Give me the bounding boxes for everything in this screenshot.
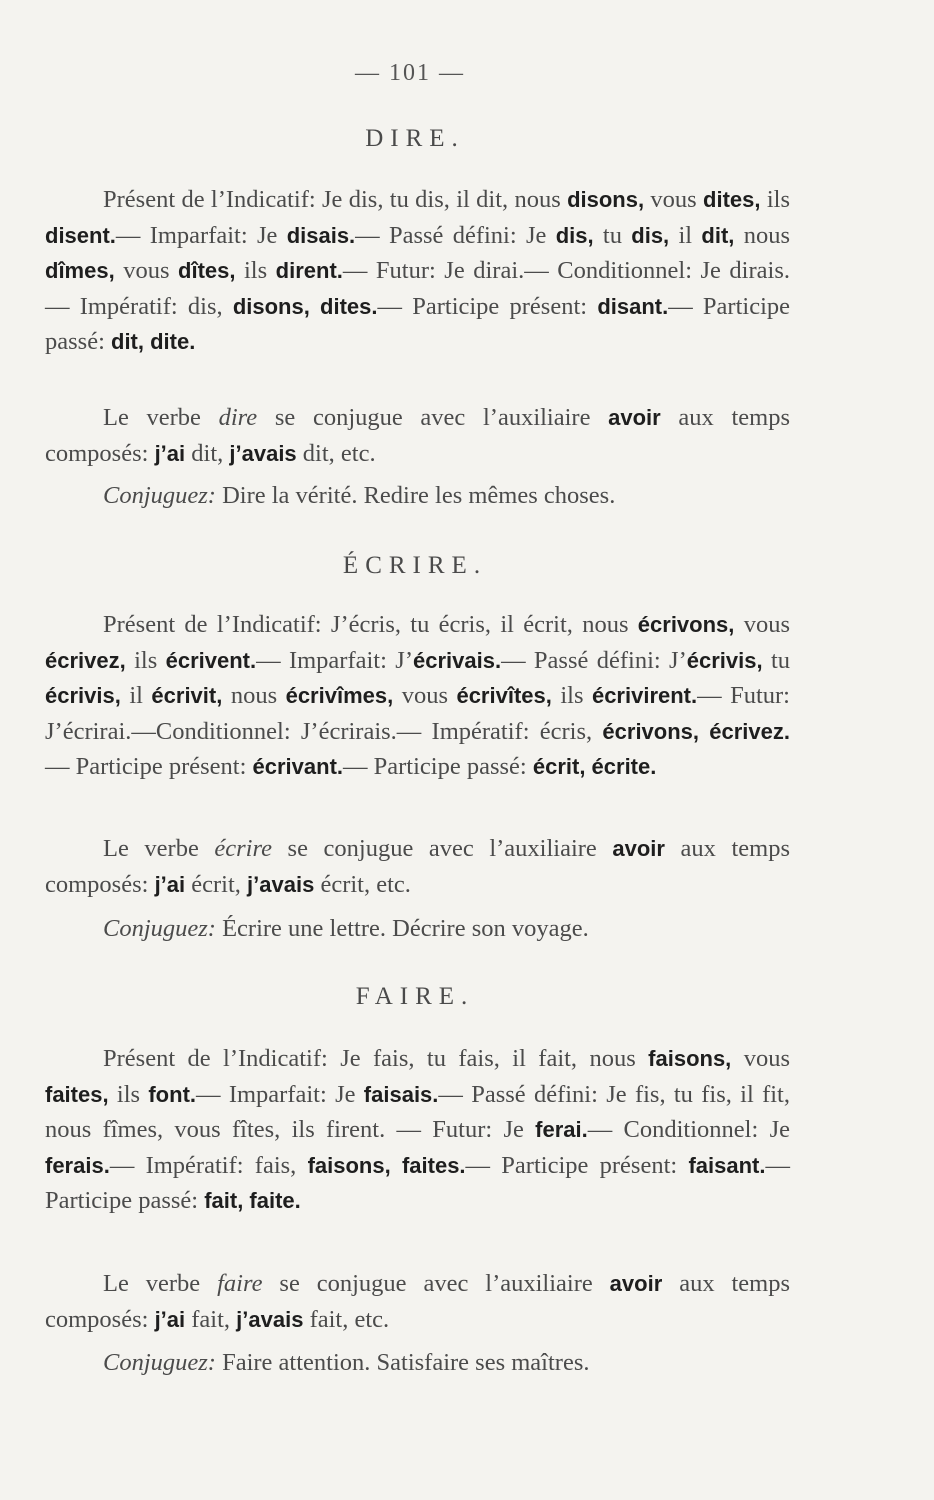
bold-verb-form: écrivent. (165, 647, 257, 673)
text-run: dit, etc. (296, 439, 376, 467)
bold-verb-form: faisais. (363, 1081, 439, 1107)
bold-verb-form: écrivez, (45, 647, 126, 673)
exercise-dire (45, 478, 805, 513)
bold-verb-form: disant. (597, 293, 669, 319)
text-run: — Participe présent: (377, 292, 598, 320)
text-run: Le verbe (103, 1270, 218, 1297)
text-run: — Conditionnel: Je (587, 1116, 790, 1143)
section-title-dire: DIRE. (365, 125, 465, 152)
bold-verb-form: faisons, (648, 1046, 732, 1071)
bold-verb-form: écrivant. (252, 754, 344, 779)
bold-verb-form: écrivons, écrivez. (602, 718, 790, 744)
text-run: Présent de l’Indicatif: Je fais, tu fais, il fait, nous (103, 1045, 649, 1072)
text-run: vous (114, 257, 179, 284)
text-run: — Participe passé: (343, 753, 533, 780)
bold-verb-form: j’avais (236, 1306, 304, 1332)
bold-verb-form: j’avais (229, 440, 297, 466)
text-run: — Passé défini: Je fis, tu fis, il fit, nous fîmes, vous fîtes, ils firent. — Futur: Je (45, 1080, 790, 1143)
bold-verb-form: dites, (703, 187, 761, 212)
bold-verb-form: faisant. (688, 1152, 766, 1178)
bold-verb-form: écrivais. (412, 647, 502, 673)
bold-verb-form: avoir (608, 405, 661, 430)
text-run: écrit, etc. (314, 870, 411, 898)
text-run: dit, (185, 439, 230, 467)
text-run: — Participe présent: (465, 1151, 689, 1179)
text-run: — Imparfait: Je (115, 221, 287, 249)
section-title-ecrire: ÉCRIRE. (342, 552, 488, 579)
bold-verb-form: écrit, écrite. (532, 754, 657, 779)
bold-verb-form: j’ai (154, 440, 186, 466)
bold-verb-form: ferais. (45, 1152, 110, 1178)
bold-verb-form: avoir (609, 1271, 663, 1296)
conjugation-paragraph-faire (45, 1041, 790, 1219)
bold-verb-form: j’ai (154, 1306, 186, 1332)
text-run: aux temps composés: (45, 404, 790, 467)
conjugation-paragraph-dire (45, 182, 790, 360)
bold-verb-form: dis, (631, 222, 670, 248)
page-number: — 101 — (355, 60, 465, 86)
text-run: vous (393, 682, 457, 709)
bold-verb-form: disent. (45, 222, 116, 248)
text-run: il (669, 221, 702, 249)
text-run: Le verbe (103, 404, 219, 431)
text-run: aux temps composés: (45, 835, 791, 898)
text-run: écrit, (185, 870, 248, 898)
exercise-label: Conjuguez: (103, 1349, 216, 1376)
text-run: — Passé défini: J’ (501, 646, 687, 674)
bold-verb-form: écrivons, (637, 612, 735, 637)
text-run: vous (731, 1045, 790, 1072)
auxiliary-paragraph-ecrire (45, 831, 790, 902)
text-run: — Participe passé: (45, 292, 791, 355)
text-run: nous (734, 221, 790, 249)
exercise-text: Dire la vérité. Redire les mêmes choses. (215, 482, 616, 509)
auxiliary-paragraph-faire (45, 1266, 790, 1337)
bold-verb-form: dit, (701, 222, 735, 248)
italic-verb-name: faire (217, 1270, 263, 1297)
bold-verb-form: font. (148, 1081, 197, 1107)
conjugation-paragraph-ecrire (45, 607, 790, 785)
section-title-faire: FAIRE. (355, 983, 475, 1010)
bold-verb-form: faites, (45, 1081, 109, 1107)
text-run: se conjugue avec l’auxiliaire (271, 835, 613, 862)
exercise-text: Faire attention. Satisfaire ses maîtres. (215, 1349, 590, 1376)
text-run: — Participe présent: (45, 753, 253, 780)
italic-verb-name: écrire (214, 835, 272, 862)
text-run: il (120, 682, 152, 709)
bold-verb-form: j’ai (154, 871, 186, 897)
bold-verb-form: avoir (612, 836, 665, 861)
italic-verb-name: dire (218, 404, 258, 431)
bold-verb-form: faisons, faites. (307, 1152, 466, 1178)
text-run: fait, (185, 1305, 237, 1333)
text-run: ils (125, 646, 166, 674)
text-run: Présent de l’Indicatif: Je dis, tu dis, il dit, nous (103, 186, 568, 213)
exercise-ecrire (45, 911, 805, 946)
text-run: Présent de l’Indicatif: J’écris, tu écris, il écrit, nous (103, 611, 638, 638)
bold-verb-form: fait, faite. (204, 1188, 301, 1213)
text-run: — Passé défini: Je (355, 221, 556, 249)
bold-verb-form: écrivirent. (591, 683, 698, 708)
bold-verb-form: écrivîmes, (285, 683, 394, 708)
bold-verb-form: écrivis, (45, 683, 121, 708)
text-run: aux temps composés: (45, 1270, 791, 1333)
bold-verb-form: écrivîtes, (456, 683, 552, 708)
text-run: vous (734, 611, 790, 638)
text-run: — Participe passé: (45, 1151, 790, 1214)
text-run: ils (108, 1080, 149, 1108)
text-run: ils (235, 257, 276, 284)
text-run: se conjugue avec l’auxiliaire (262, 1270, 610, 1297)
text-run: — Imparfait: J’ (256, 646, 413, 674)
exercise-label: Conjuguez: (103, 482, 216, 509)
bold-verb-form: j’avais (247, 871, 315, 897)
text-run: ils (551, 682, 592, 709)
text-run: fait, etc. (303, 1305, 390, 1333)
exercise-text: Écrire une lettre. Décrire son voyage. (215, 915, 589, 942)
bold-verb-form: dit, dite. (111, 329, 196, 354)
bold-verb-form: dis, (555, 222, 594, 248)
bold-verb-form: disons, dites. (232, 293, 378, 319)
auxiliary-paragraph-dire (45, 400, 790, 471)
bold-verb-form: disais. (286, 222, 356, 248)
text-run: — Futur: Je dirai.— Conditionnel: Je dirais.— Impératif: dis, (45, 257, 790, 320)
text-run: se conjugue avec l’auxiliaire (257, 404, 609, 431)
text-run: vous (644, 186, 704, 213)
text-run: Le verbe (103, 835, 215, 862)
text-run: tu (762, 646, 790, 674)
text-run: — Impératif: fais, (109, 1151, 308, 1179)
bold-verb-form: dîmes, (45, 258, 115, 283)
bold-verb-form: dirent. (275, 258, 343, 283)
bold-verb-form: dîtes, (178, 258, 236, 283)
exercise-label: Conjuguez: (103, 915, 216, 942)
bold-verb-form: écrivit, (151, 683, 223, 708)
text-run: — Imparfait: Je (196, 1080, 364, 1108)
bold-verb-form: écrivis, (686, 647, 763, 673)
text-run: — Futur: J’écrirai.—Conditionnel: J’écrirais.— Impératif: écris, (45, 682, 790, 745)
bold-verb-form: disons, (567, 187, 645, 212)
exercise-faire (45, 1345, 805, 1380)
text-run: ils (760, 186, 790, 213)
bold-verb-form: ferai. (535, 1117, 588, 1142)
text-run: nous (222, 682, 286, 709)
text-run: tu (593, 221, 632, 249)
